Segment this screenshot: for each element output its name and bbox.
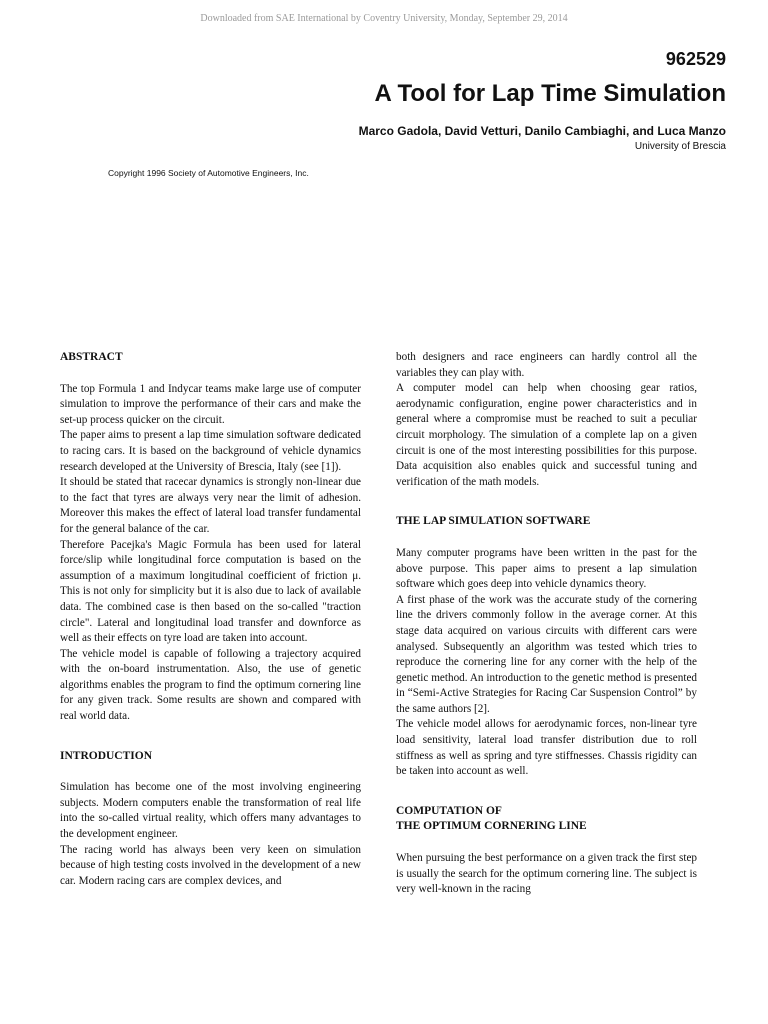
abstract-paragraph: The paper aims to present a lap time simulation software dedicated to racing cars. It is based on the background of vehicle dynamics research developed at the University of Brescia, Italy (see [1]). <box>60 429 361 473</box>
introduction-paragraph: Simulation has become one of the most involving engineering subjects. Modern computers enable the transformation of real life into the so-called virtual reality, which offers many advantages to the development engineer. <box>60 781 361 841</box>
abstract-paragraph: It should be stated that racecar dynamics is strongly non-linear due to the fact that tyres are always very near the limit of adhesion. Moreover this makes the effect of lateral load transfer fundamental for the general balance of the car. <box>60 476 361 535</box>
author-list: Marco Gadola, David Vetturi, Danilo Cambiaghi, and Luca Manzo <box>358 124 726 138</box>
abstract-paragraph: The vehicle model is capable of following a trajectory acquired with the on-board instrumentation. Also, the use of genetic algorithms enables the program to find the optimum cornering line for any given track. Some results are shown and compared with real world data. <box>60 647 361 723</box>
lap-simulation-paragraph: A first phase of the work was the accurate study of the cornering line the drivers commonly follow in the average corner. At this stage data acquired on various circuits with different cars were analysed. Subsequently an algorithm was tested which tries to reproduce the cornering line for any corner with the help of the genetic method. An introduction to the genetic method is presented in “Semi-Active Strategies for Racing Car Suspension Control” by the same authors [2]. <box>396 593 697 715</box>
introduction-continued-paragraph: both designers and race engineers can hardly control all the variables they can play with. <box>396 351 697 379</box>
lap-simulation-paragraph: Many computer programs have been written in the past for the above purpose. This paper aims to present a lap simulation software which goes deep into vehicle dynamics theory. <box>396 546 697 591</box>
computation-heading-line2: THE OPTIMUM CORNERING LINE <box>396 820 587 833</box>
introduction-heading: INTRODUCTION <box>60 749 153 762</box>
affiliation: University of Brescia <box>634 141 726 152</box>
lap-simulation-paragraph: The vehicle model allows for aerodynamic forces, non-linear tyre load sensitivity, lateral load transfer distribution due to roll stiffness as well as spring and tyre stiffnesses. Chassis rigidity can be taken into account as well. <box>396 718 697 778</box>
abstract-paragraph: Therefore Pacejka's Magic Formula has been used for lateral force/slip while longitudinal force computation is based on the assumption of a maximum longitudinal coefficient of friction μ. This is not only for simplicity but it is also due to lack of available data. The combined case is then based on the so-called "traction circle". Lateral and longitudinal load transfer and downforce as well as their effects on tyre load are taken into account. <box>60 538 361 645</box>
computation-heading-line1: COMPUTATION OF <box>396 804 502 817</box>
introduction-paragraph: The racing world has always been very keen on simulation because of high testing costs involved in the development of a new car. Modern racing cars are complex devices, and <box>60 843 361 887</box>
abstract-paragraph: The top Formula 1 and Indycar teams make large use of computer simulation to improve the performance of their cars and make the set-up process quicker on the circuit. <box>60 382 361 426</box>
copyright-notice: Copyright 1996 Society of Automotive Engineers, Inc. <box>108 168 309 178</box>
download-watermark: Downloaded from SAE International by Coventry University, Monday, September 29, 2014 <box>200 13 568 24</box>
computation-paragraph: When pursuing the best performance on a given track the first step is usually the search for the optimum cornering line. The subject is very well-known in the racing <box>396 852 697 896</box>
abstract-heading: ABSTRACT <box>60 351 123 363</box>
left-column <box>60 350 361 889</box>
paper-number: 962529 <box>665 49 726 69</box>
paper-title: A Tool for Lap Time Simulation <box>374 80 726 107</box>
right-column <box>396 350 697 898</box>
lap-simulation-heading: THE LAP SIMULATION SOFTWARE <box>396 515 591 528</box>
introduction-continued-paragraph: A computer model can help when choosing gear ratios, aerodynamic configuration, engine power characteristics and in general where a compromise must be reached to suit a peculiar circuit morphology. The simulation of a complete lap on a given circuit is one of the most interesting possibilities for this purpose. Data acquisition also enables quick and successful tuning and verification of the math models. <box>396 382 697 488</box>
